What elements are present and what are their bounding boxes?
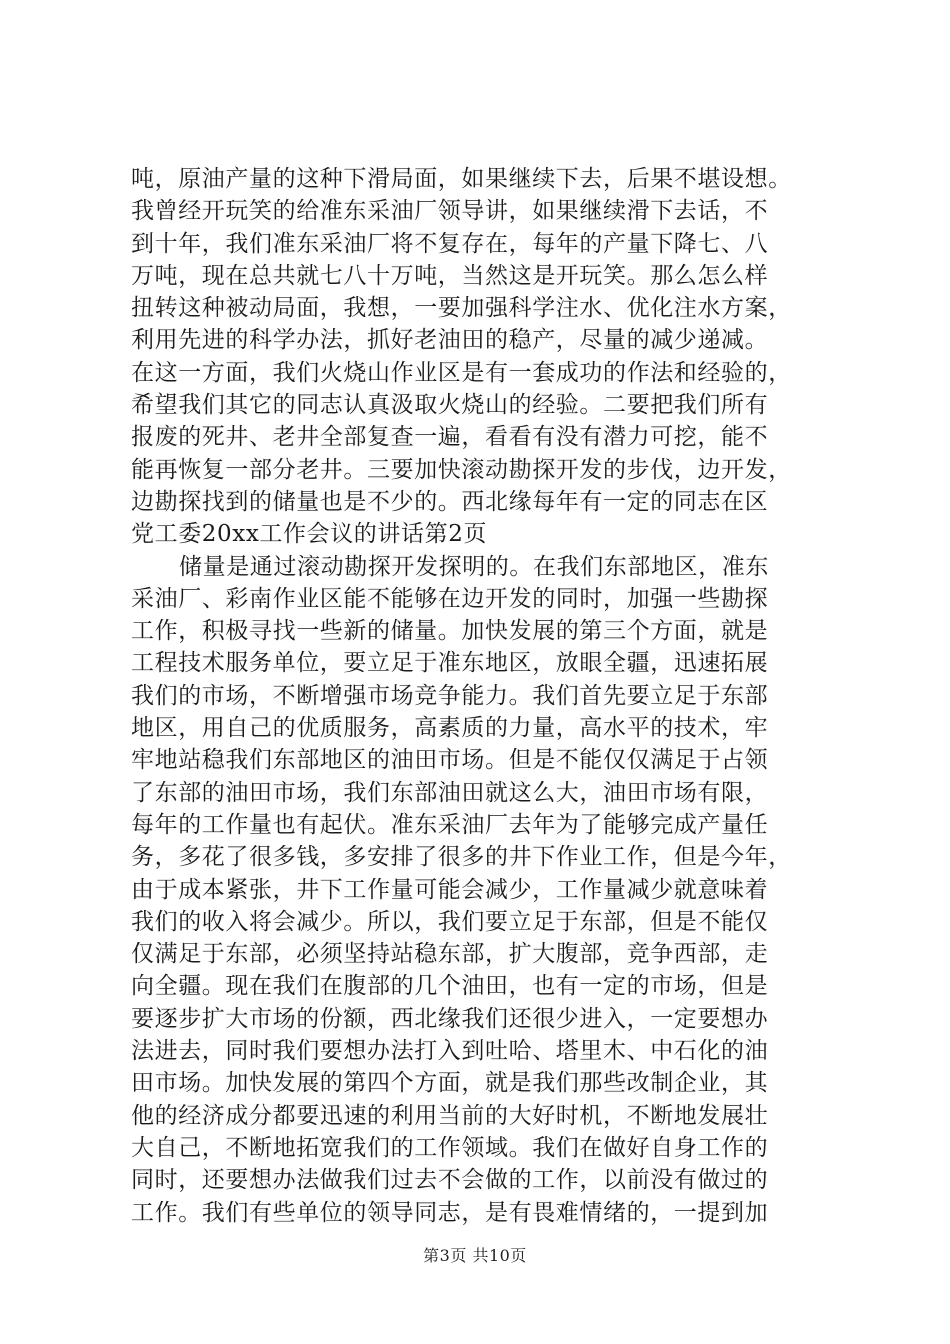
text-line: 我们的市场，不断增强市场竞争能力。我们首先要立足于东部	[131, 682, 769, 709]
text-line: 同时，还要想办法做我们过去不会做的工作，以前没有做过的	[131, 1167, 769, 1194]
paragraph-first-line: 储量是通过滚动勘探开发探明的。在我们东部地区，准东	[179, 553, 769, 580]
text-line: 向全疆。现在我们在腹部的几个油田，也有一定的市场，但是	[131, 973, 769, 1000]
text-line: 到十年，我们准东采油厂将不复存在，每年的产量下降七、八	[131, 230, 769, 257]
text-line: 吨，原油产量的这种下滑局面，如果继续下去，后果不堪设想。	[131, 166, 792, 192]
text-line: 田市场。加快发展的第四个方面，就是我们那些改制企业，其	[131, 1070, 769, 1097]
text-line: 地区，用自己的优质服务，高素质的力量，高水平的技术，牢	[131, 715, 769, 742]
text-line: 由于成本紧张，井下工作量可能会减少，工作量减少就意味着	[131, 876, 769, 903]
text-line: 扭转这种被动局面，我想，一要加强科学注水、优化注水方案，	[131, 295, 792, 322]
text-line: 我们的收入将会减少。所以，我们要立足于东部，但是不能仅	[131, 908, 769, 935]
text-line: 法进去，同时我们要想办法打入到吐哈、塔里木、中石化的油	[131, 1038, 769, 1065]
text-line: 了东部的油田市场，我们东部油田就这么大，油田市场有限，	[131, 779, 769, 806]
text-line: 工作，积极寻找一些新的储量。加快发展的第三个方面，就是	[131, 618, 769, 645]
text-line: 万吨，现在总共就七八十万吨，当然这是开玩笑。那么怎么样	[131, 262, 769, 289]
text-line: 每年的工作量也有起伏。准东采油厂去年为了能够完成产量任	[131, 811, 769, 838]
text-line: 大自己，不断地拓宽我们的工作领域。我们在做好自身工作的	[131, 1134, 769, 1161]
text-line: 务，多花了很多钱，多安排了很多的井下作业工作，但是今年，	[131, 844, 792, 871]
body-text	[131, 163, 831, 1229]
text-line: 仅满足于东部，必须坚持站稳东部，扩大腹部，竞争西部，走	[131, 941, 769, 968]
text-line: 他的经济成分都要迅速的利用当前的大好时机，不断地发展壮	[131, 1102, 769, 1129]
text-line: 牢地站稳我们东部地区的油田市场。但是不能仅仅满足于占领	[131, 747, 769, 774]
text-line: 党工委20xx工作会议的讲话第2页	[131, 521, 488, 548]
text-line: 工作。我们有些单位的领导同志，是有畏难情绪的，一提到加	[131, 1199, 769, 1226]
text-line: 工程技术服务单位，要立足于准东地区，放眼全疆，迅速拓展	[131, 650, 769, 677]
text-line: 我曾经开玩笑的给准东采油厂领导讲，如果继续滑下去话，不	[131, 198, 769, 225]
text-line: 利用先进的科学办法，抓好老油田的稳产，尽量的减少递减。	[131, 327, 769, 354]
text-line: 要逐步扩大市场的份额，西北缘我们还很少进入，一定要想办	[131, 1005, 769, 1032]
text-line: 在这一方面，我们火烧山作业区是有一套成功的作法和经验的，	[131, 359, 792, 386]
text-line: 边勘探找到的储量也是不少的。西北缘每年有一定的同志在区	[131, 488, 769, 515]
page-footer: 第3页 共10页	[423, 1246, 527, 1265]
text-line: 能再恢复一部分老井。三要加快滚动勘探开发的步伐，边开发，	[131, 456, 792, 483]
text-line: 报废的死井、老井全部复查一遍，看看有没有潜力可挖，能不	[131, 424, 769, 451]
text-line: 采油厂、彩南作业区能不能够在边开发的同时，加强一些勘探	[131, 585, 769, 612]
text-line: 希望我们其它的同志认真汲取火烧山的经验。二要把我们所有	[131, 392, 769, 419]
